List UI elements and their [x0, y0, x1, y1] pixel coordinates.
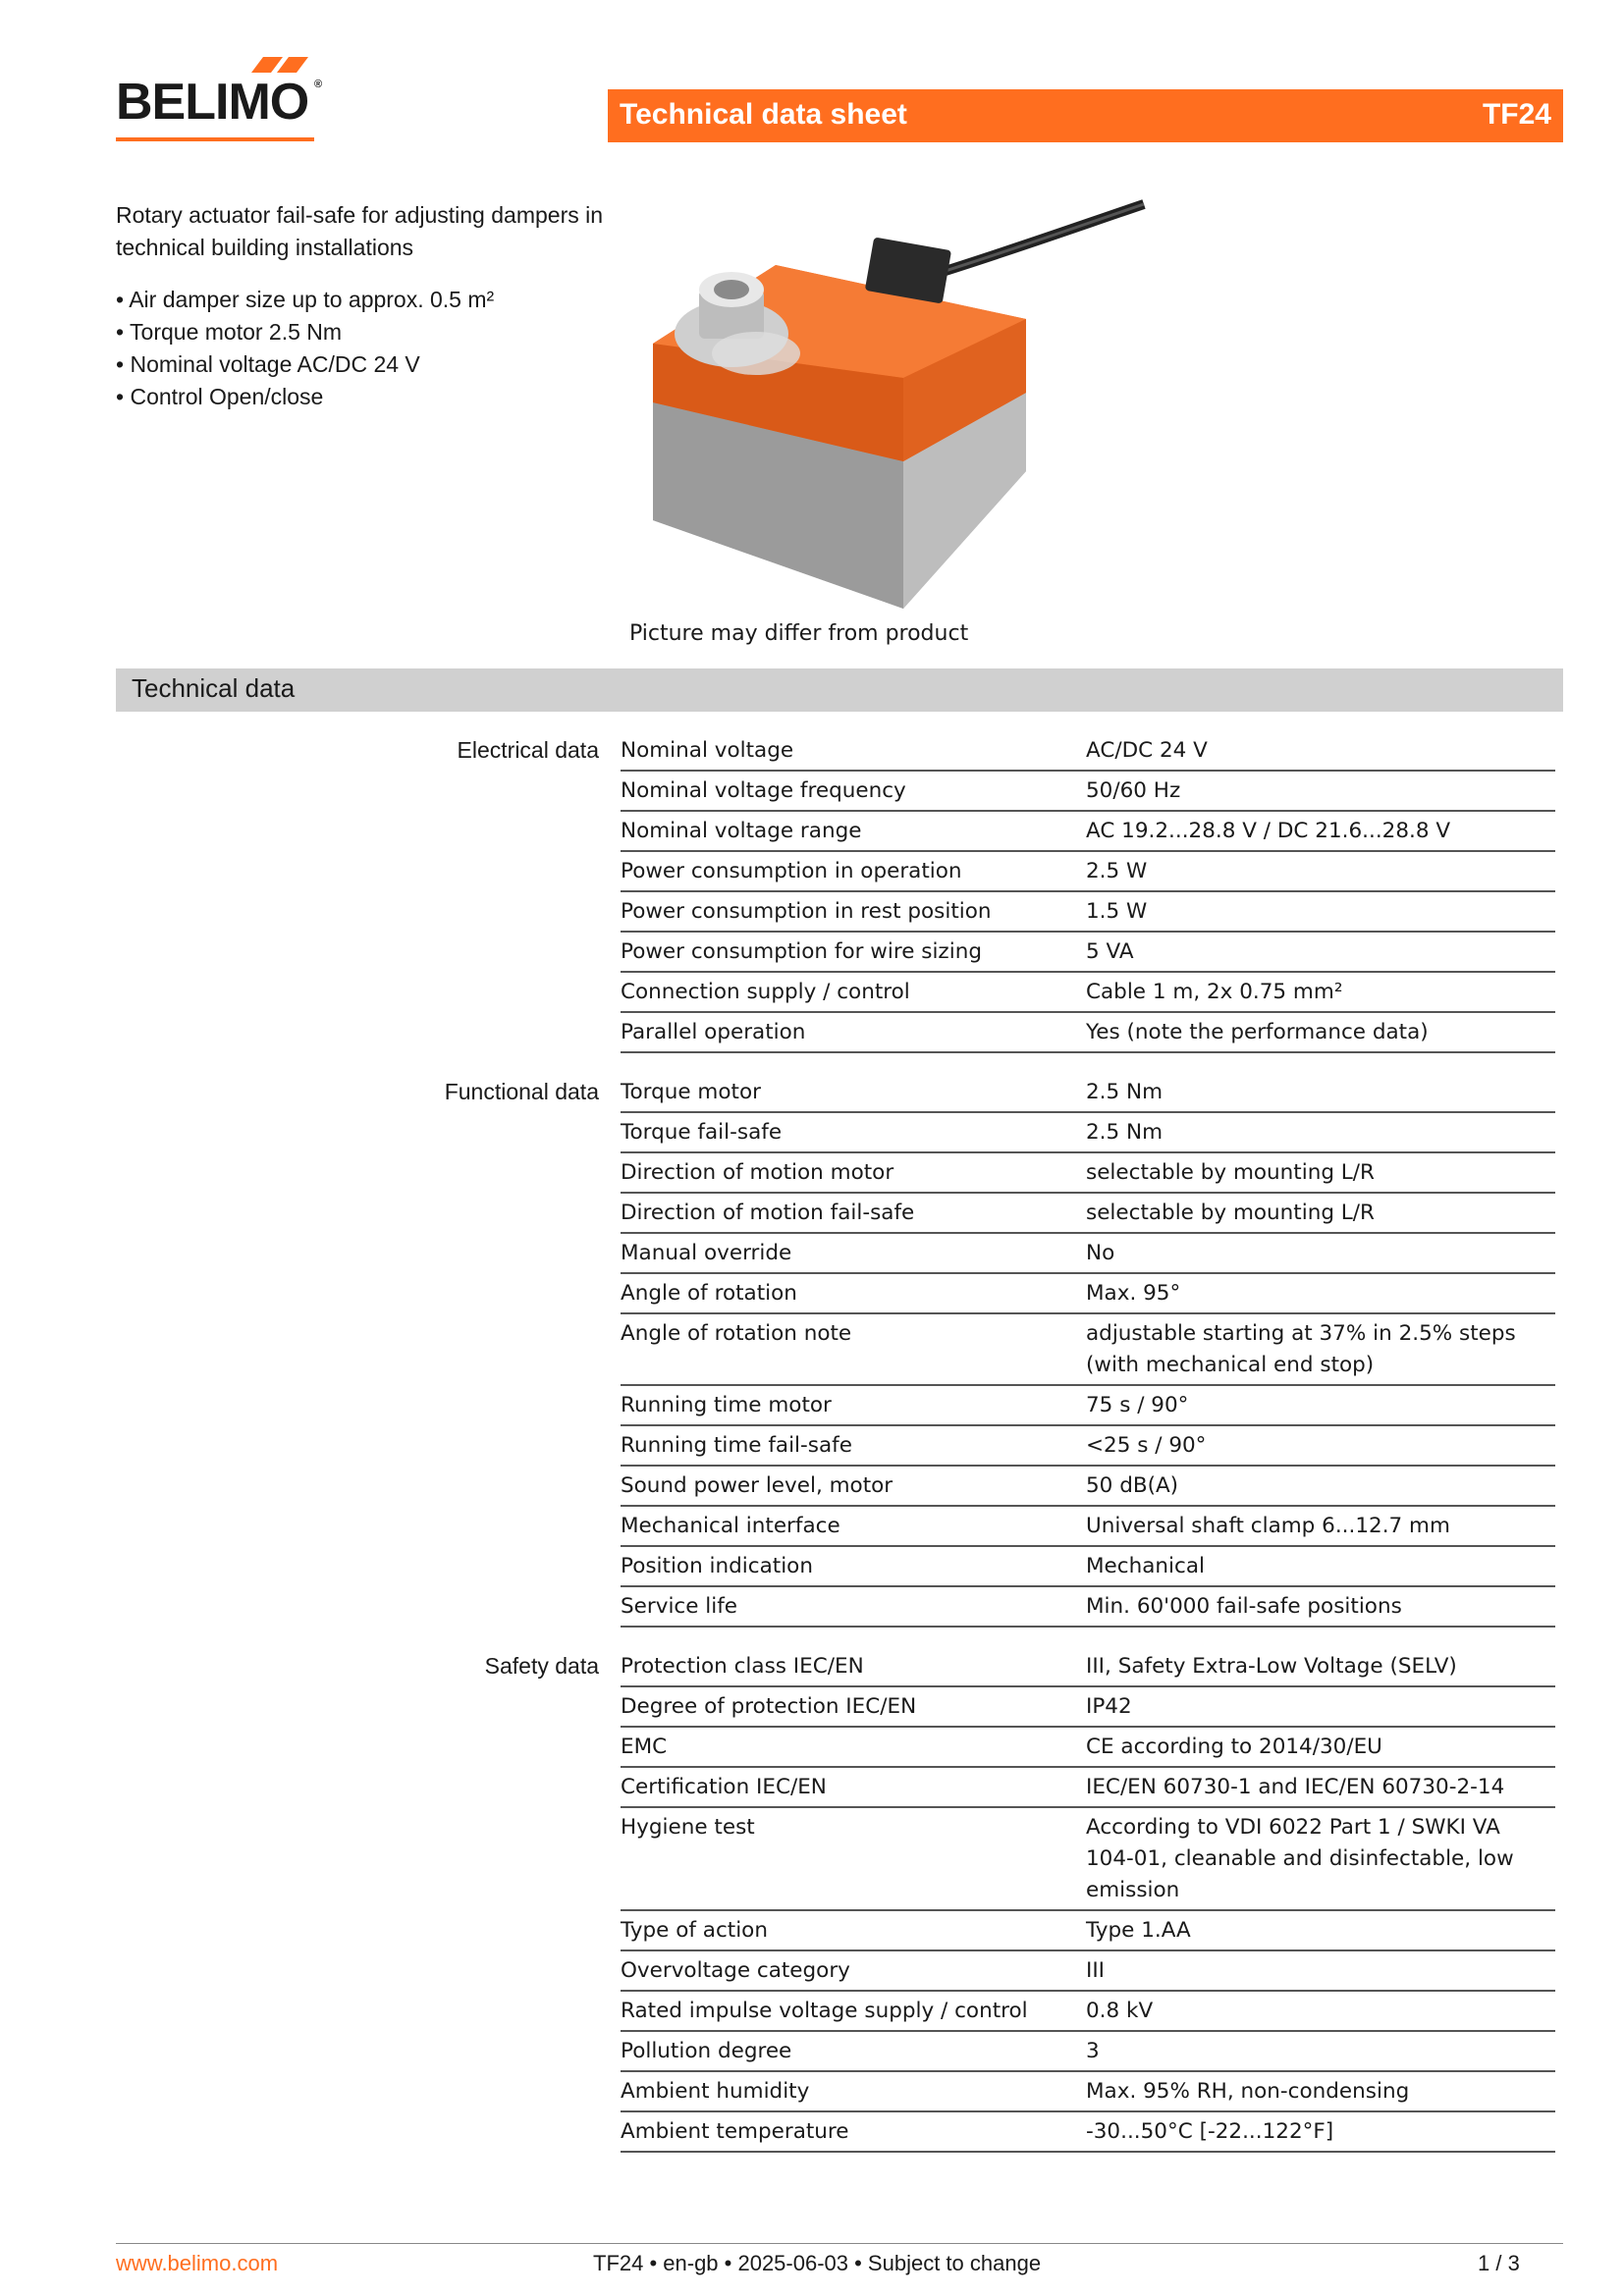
- table-row: [621, 892, 1555, 933]
- table-row: [621, 772, 1555, 812]
- table-row: [621, 1547, 1555, 1587]
- belimo-logo: [116, 57, 322, 141]
- page-number: 1 / 3: [1478, 2251, 1520, 2275]
- website-link[interactable]: www.belimo.com: [116, 2251, 279, 2275]
- row-key: Mechanical interface: [621, 1514, 840, 1538]
- data-group-electrical: [116, 731, 1563, 1053]
- row-key: Position indication: [621, 1554, 813, 1578]
- table-row: [621, 1992, 1555, 2032]
- row-key: Direction of motion fail-safe: [621, 1201, 915, 1225]
- table-row: [621, 973, 1555, 1013]
- row-key: EMC: [621, 1735, 668, 1759]
- technical-data-table: [116, 731, 1563, 2172]
- row-key: Type of action: [621, 1918, 768, 1943]
- row-value: IEC/EN 60730-1 and IEC/EN 60730-2-14: [1086, 1775, 1505, 1799]
- table-row: [621, 1467, 1555, 1507]
- footer-document-info: TF24 • en-gb • 2025-06-03 • Subject to change: [593, 2251, 1042, 2275]
- row-value: Type 1.AA: [1086, 1918, 1191, 1943]
- row-value: 50/60 Hz: [1086, 778, 1181, 803]
- logo-underline: [116, 137, 314, 141]
- row-value: 75 s / 90°: [1086, 1393, 1189, 1417]
- table-row: [621, 2112, 1555, 2153]
- table-row: [621, 1507, 1555, 1547]
- feature-item: • Torque motor 2.5 Nm: [116, 316, 607, 348]
- section-header: [116, 668, 1563, 712]
- table-row: [621, 731, 1555, 772]
- logo-text: BELIMO: [116, 74, 309, 131]
- table-row: [621, 1951, 1555, 1992]
- group-label: Safety data: [484, 1653, 599, 1679]
- row-key: Sound power level, motor: [621, 1473, 893, 1498]
- row-key: Overvoltage category: [621, 1958, 850, 1983]
- product-intro: [116, 199, 607, 413]
- group-label: Electrical data: [457, 737, 599, 763]
- row-key: Angle of rotation: [621, 1281, 797, 1306]
- row-value: Universal shaft clamp 6...12.7 mm: [1086, 1514, 1450, 1538]
- data-group-safety: [116, 1647, 1563, 2153]
- row-value: Mechanical: [1086, 1554, 1205, 1578]
- feature-item: • Nominal voltage AC/DC 24 V: [116, 348, 607, 381]
- row-value: Cable 1 m, 2x 0.75 mm²: [1086, 980, 1343, 1004]
- row-value: 50 dB(A): [1086, 1473, 1179, 1498]
- row-value: IP42: [1086, 1694, 1132, 1719]
- row-value: 2.5 Nm: [1086, 1120, 1164, 1145]
- row-key: Power consumption for wire sizing: [621, 939, 982, 964]
- feature-item: • Air damper size up to approx. 0.5 m²: [116, 284, 607, 316]
- row-value: 1.5 W: [1086, 899, 1148, 924]
- row-key: Ambient humidity: [621, 2079, 810, 2104]
- row-value: According to VDI 6022 Part 1 / SWKI VA 104-01, cleanable and disinfectable, low emission: [1086, 1815, 1514, 1902]
- table-row: [621, 933, 1555, 973]
- table-row: [621, 1647, 1555, 1687]
- table-row: [621, 812, 1555, 852]
- row-value: Max. 95°: [1086, 1281, 1181, 1306]
- row-key: Running time motor: [621, 1393, 832, 1417]
- feature-list: [116, 284, 607, 413]
- row-key: Torque motor: [621, 1080, 761, 1104]
- row-value: AC 19.2...28.8 V / DC 21.6...28.8 V: [1086, 819, 1451, 843]
- row-value: 2.5 W: [1086, 859, 1148, 883]
- product-image: [638, 196, 1149, 618]
- row-value: No: [1086, 1241, 1115, 1265]
- table-row: [621, 1768, 1555, 1808]
- row-key: Power consumption in operation: [621, 859, 962, 883]
- header-bar: [608, 89, 1563, 142]
- row-key: Ambient temperature: [621, 2119, 849, 2144]
- row-key: Nominal voltage: [621, 738, 794, 763]
- table-row: [621, 1073, 1555, 1113]
- table-row: [621, 2032, 1555, 2072]
- row-key: Hygiene test: [621, 1815, 755, 1840]
- row-key: Protection class IEC/EN: [621, 1654, 864, 1679]
- document-title: Technical data sheet: [620, 98, 907, 131]
- row-value: 3: [1086, 2039, 1100, 2063]
- table-row: [621, 1194, 1555, 1234]
- table-row: [621, 1386, 1555, 1426]
- table-row: [621, 1911, 1555, 1951]
- row-key: Angle of rotation note: [621, 1321, 852, 1346]
- table-row: [621, 1113, 1555, 1153]
- row-key: Parallel operation: [621, 1020, 806, 1044]
- row-value: -30...50°C [-22...122°F]: [1086, 2119, 1334, 2144]
- table-row: [621, 1013, 1555, 1053]
- table-row: [621, 1808, 1555, 1911]
- row-value: III: [1086, 1958, 1106, 1983]
- row-value: AC/DC 24 V: [1086, 738, 1208, 763]
- table-row: [621, 1687, 1555, 1728]
- row-value: 5 VA: [1086, 939, 1134, 964]
- row-value: Min. 60'000 fail-safe positions: [1086, 1594, 1402, 1619]
- row-key: Power consumption in rest position: [621, 899, 992, 924]
- table-row: [621, 1426, 1555, 1467]
- row-key: Service life: [621, 1594, 738, 1619]
- table-row: [621, 1274, 1555, 1314]
- section-title: Technical data: [132, 673, 296, 703]
- feature-item: • Control Open/close: [116, 381, 607, 413]
- row-key: Direction of motion motor: [621, 1160, 894, 1185]
- product-code: TF24: [1482, 98, 1551, 131]
- row-key: Connection supply / control: [621, 980, 910, 1004]
- row-value: 0.8 kV: [1086, 1999, 1154, 2023]
- row-value: 2.5 Nm: [1086, 1080, 1164, 1104]
- row-value: III, Safety Extra-Low Voltage (SELV): [1086, 1654, 1457, 1679]
- table-row: [621, 1728, 1555, 1768]
- row-value: Max. 95% RH, non-condensing: [1086, 2079, 1410, 2104]
- row-key: Manual override: [621, 1241, 792, 1265]
- table-row: [621, 852, 1555, 892]
- row-value: <25 s / 90°: [1086, 1433, 1207, 1458]
- row-value: selectable by mounting L/R: [1086, 1201, 1375, 1225]
- row-key: Nominal voltage range: [621, 819, 862, 843]
- table-row: [621, 1153, 1555, 1194]
- row-value: CE according to 2014/30/EU: [1086, 1735, 1382, 1759]
- row-value: Yes (note the performance data): [1086, 1020, 1429, 1044]
- product-description: Rotary actuator fail-safe for adjusting dampers in technical building installations: [116, 202, 604, 260]
- footer-divider: [116, 2243, 1563, 2244]
- row-key: Pollution degree: [621, 2039, 792, 2063]
- row-value: selectable by mounting L/R: [1086, 1160, 1375, 1185]
- group-label: Functional data: [444, 1079, 599, 1104]
- logo-registered-mark: ®: [314, 79, 323, 90]
- row-key: Rated impulse voltage supply / control: [621, 1999, 1028, 2023]
- image-caption: Picture may differ from product: [629, 621, 969, 646]
- table-row: [621, 1587, 1555, 1628]
- row-key: Nominal voltage frequency: [621, 778, 906, 803]
- table-row: [621, 1234, 1555, 1274]
- row-key: Certification IEC/EN: [621, 1775, 827, 1799]
- table-row: [621, 1314, 1555, 1386]
- row-key: Torque fail-safe: [621, 1120, 783, 1145]
- data-group-functional: [116, 1073, 1563, 1628]
- row-key: Running time fail-safe: [621, 1433, 852, 1458]
- row-key: Degree of protection IEC/EN: [621, 1694, 917, 1719]
- row-value: adjustable starting at 37% in 2.5% steps (with mechanical end stop): [1086, 1321, 1516, 1377]
- table-row: [621, 2072, 1555, 2112]
